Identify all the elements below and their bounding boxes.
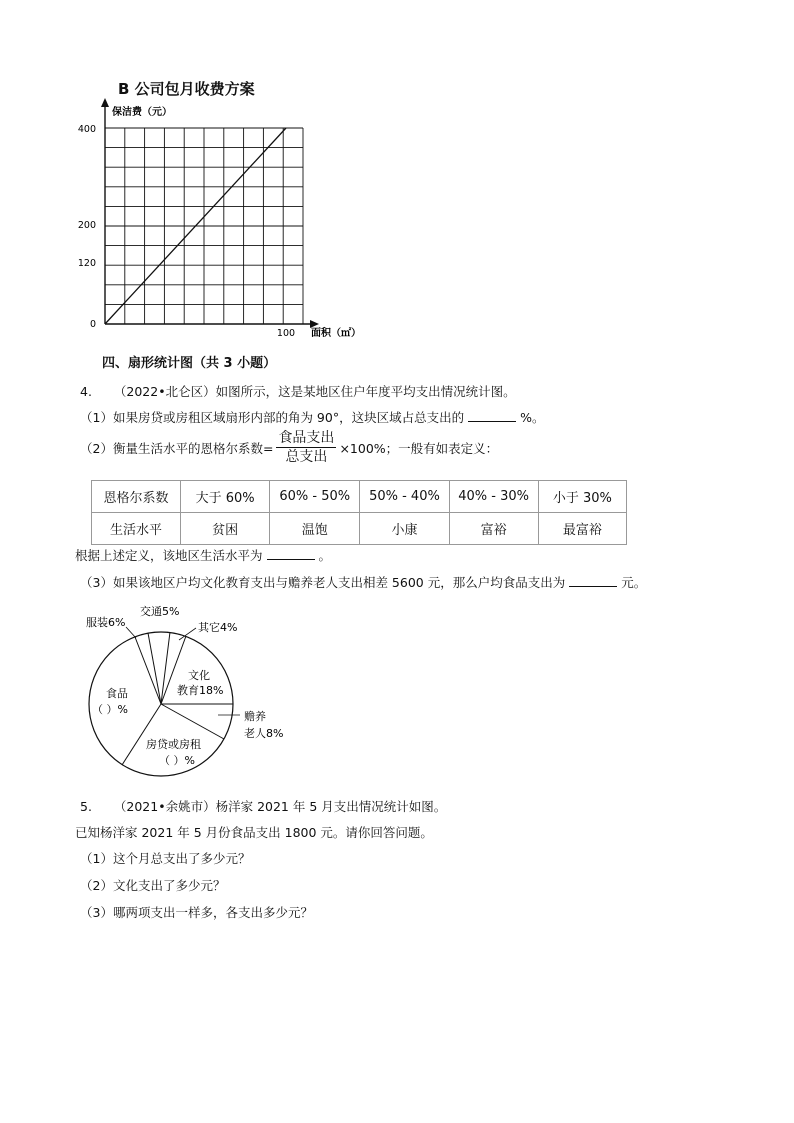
q4-part3 (80, 573, 646, 591)
fraction-denominator: 总支出 (285, 449, 328, 465)
table-cell: 最富裕 (538, 513, 626, 545)
q4-level-answer-blank[interactable] (267, 547, 315, 560)
label-leader-clothing (126, 627, 136, 638)
q5-sub3: （3）哪两项支出一样多，各支出多少元？ (80, 905, 313, 920)
b-company-line-chart (70, 96, 370, 346)
chart-grid (105, 128, 303, 324)
q4-part1-answer-blank[interactable] (468, 409, 516, 422)
q4-part2-suffix: ×100%；一般有如表定义： (339, 440, 499, 456)
q4-stem: 如图所示，这是某地区住户年度平均支出情况统计图。 (215, 384, 516, 399)
q4-part2 (80, 429, 498, 466)
pie-divider (135, 637, 161, 704)
pie-label-food-1: 食品 (106, 687, 128, 700)
y-tick-120: 120 (77, 258, 96, 269)
table-cell: 40% - 30% (449, 481, 538, 513)
x-tick-100: 100 (276, 328, 296, 339)
q4-part1-suffix: %。 (520, 410, 545, 425)
engel-table (91, 480, 627, 545)
y-tick-0: 0 (89, 319, 96, 330)
q4-number: 4. (80, 384, 92, 399)
table-cell: 恩格尔系数 (92, 481, 181, 513)
pie-divider (148, 633, 161, 704)
pie-label-other: 其它4% (198, 621, 238, 634)
q5-stem: 杨洋家 2021 年 5 月支出情况统计如图。 (215, 799, 447, 814)
q4-part2-text: （2）衡量生活水平的恩格尔系数= (80, 440, 274, 456)
q4-part1 (80, 408, 544, 426)
pie-label-culture-1: 文化 (188, 669, 210, 682)
pie-label-food-2: （ ）% (92, 703, 128, 716)
q5-sub2: （2）文化支出了多少元？ (80, 878, 226, 893)
table-cell: 50% - 40% (360, 481, 449, 513)
section-title: 四、扇形统计图（共 3 小题） (102, 356, 277, 371)
x-axis-arrow (310, 320, 319, 328)
label-leader-other (179, 628, 196, 640)
q4-part3-answer-blank[interactable] (569, 574, 617, 587)
q4-part3-text: （3）如果该地区户均文化教育支出与赡养老人支出相差 5600 元，那么户均食品支出为 (80, 575, 566, 590)
pie-label-culture-2: 教育18% (177, 684, 224, 697)
b-company-chart-title: B 公司包月收费方案 (118, 80, 255, 98)
table-row (92, 481, 627, 513)
table-cell: 大于 60% (180, 481, 269, 513)
q5-sub1: （1）这个月总支出了多少元？ (80, 851, 251, 866)
table-cell: 60% - 50% (270, 481, 360, 513)
q4-after-table-suffix: 。 (318, 548, 332, 563)
engel-fraction (276, 429, 336, 466)
q4-after-table (75, 546, 331, 564)
table-cell: 生活水平 (92, 513, 181, 545)
pie-label-traffic: 交通5% (140, 605, 180, 618)
q5-stem-line (80, 797, 446, 815)
fraction-numerator: 食品支出 (278, 430, 335, 446)
q4-after-table-text: 根据上述定义，该地区生活水平为 (75, 548, 263, 563)
q5-source: （2021•余姚市） (113, 799, 216, 814)
expense-pie-chart (78, 598, 308, 778)
pie-label-support-2: 老人8% (244, 727, 284, 740)
pie-label-clothing: 服装6% (86, 616, 126, 629)
table-cell: 温饱 (270, 513, 360, 545)
pie-label-housing-1: 房贷或房租 (146, 738, 201, 751)
y-tick-200: 200 (77, 220, 96, 231)
pie-label-housing-2: （ ）% (159, 754, 195, 767)
x-axis-label: 面积（㎡） (311, 328, 361, 339)
pie-label-support-1: 赡养 (244, 710, 266, 723)
table-cell: 小于 30% (538, 481, 626, 513)
q4-source: （2022•北仑区） (113, 384, 216, 399)
table-cell: 贫困 (180, 513, 269, 545)
q5-context: 已知杨洋家 2021 年 5 月份食品支出 1800 元。请你回答问题。 (75, 825, 433, 840)
q4-part3-suffix: 元。 (621, 575, 647, 590)
y-tick-400: 400 (77, 124, 96, 135)
table-cell: 小康 (360, 513, 449, 545)
table-row (92, 513, 627, 545)
table-cell: 富裕 (449, 513, 538, 545)
pie-divider (161, 704, 224, 739)
y-axis-arrow (101, 98, 109, 107)
y-axis-label: 保洁费（元） (112, 107, 172, 118)
q4-part1-text: （1）如果房贷或房租区域扇形内部的角为 90°，这块区域占总支出的 (80, 410, 465, 425)
q5-number: 5. (80, 799, 92, 814)
q4-stem-line (80, 382, 516, 400)
